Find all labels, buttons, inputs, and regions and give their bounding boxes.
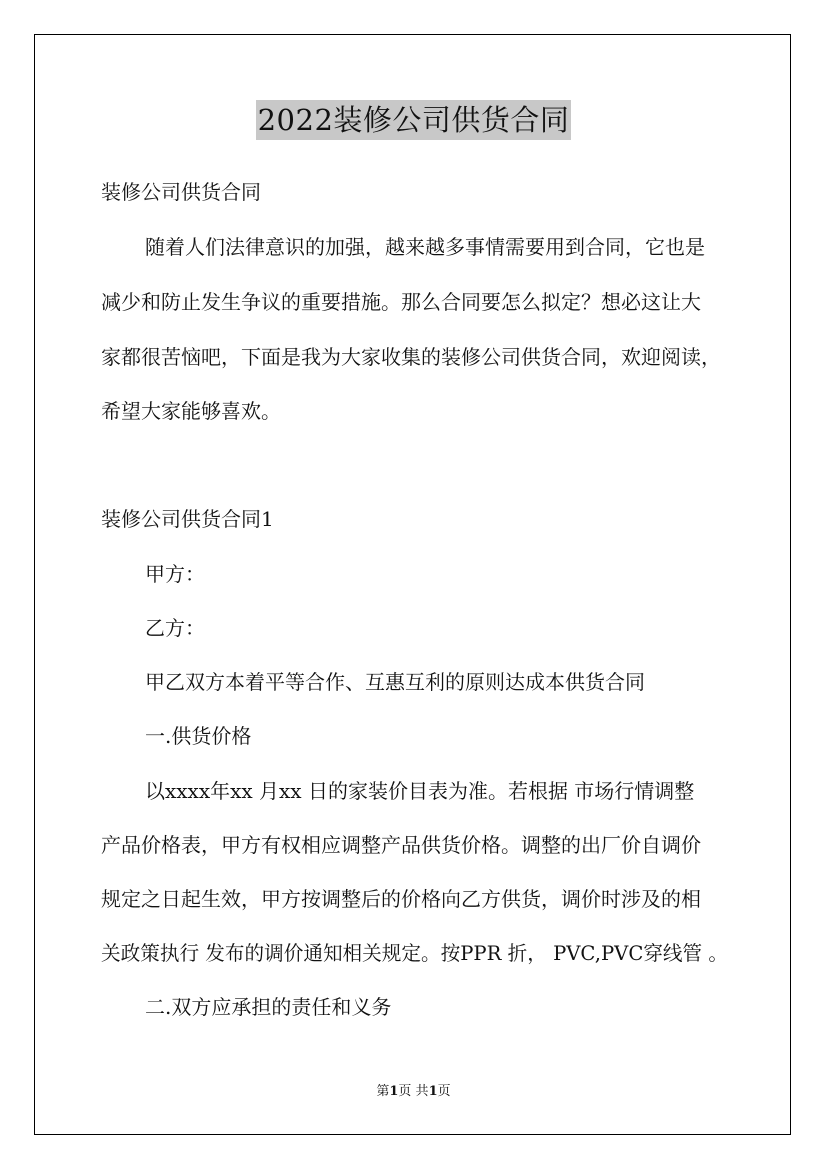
title-container: [0, 100, 827, 140]
intro-text-1: 随着人们法律意识的加强，越来越多事情需要用到合同，它也是: [145, 235, 705, 259]
party-a-label: 甲方：: [145, 562, 205, 586]
section-2-heading: 二.双方应承担的责任和义务: [145, 995, 392, 1019]
heading-contract-1: 装修公司供货合同1: [101, 507, 274, 531]
intro-line-4: 希望大家能够喜欢。: [101, 399, 281, 423]
intro-line-1: [145, 235, 728, 259]
section-1-heading: 一.供货价格: [145, 724, 252, 748]
party-b-label: 乙方：: [145, 616, 205, 640]
footer-total-pages: 1: [428, 1084, 438, 1099]
page-footer: [0, 1083, 827, 1101]
intro-line-2: 减少和防止发生争议的重要措施。那么合同要怎么拟定？想必这让大: [101, 290, 701, 314]
heading-contract: 装修公司供货合同: [101, 180, 261, 204]
price-line-2: 产品价格表，甲方有权相应调整产品供货价格。调整的出厂价自调价: [101, 833, 701, 857]
document-title: 2022装修公司供货合同: [256, 100, 572, 140]
intro-line-3: 家都很苦恼吧，下面是我为大家收集的装修公司供货合同，欢迎阅读，: [101, 345, 721, 369]
price-line-3: 规定之日起生效，甲方按调整后的价格向乙方供货，调价时涉及的相: [101, 887, 701, 911]
price-line-1: 以xxxx年xx 月xx 日的家装价目表为准。若根据 市场行情调整: [145, 779, 695, 803]
principle-text: 甲乙双方本着平等合作、互惠互利的原则达成本供货合同: [145, 670, 645, 694]
footer-page-number: 1: [389, 1084, 399, 1099]
price-line-4: 关政策执行 发布的调价通知相关规定。按PPR 折， PVC,PVC穿线管 。: [101, 941, 728, 965]
footer-suffix: 页: [437, 1084, 451, 1099]
footer-prefix: 第: [376, 1084, 390, 1099]
footer-mid: 页 共: [398, 1084, 429, 1099]
